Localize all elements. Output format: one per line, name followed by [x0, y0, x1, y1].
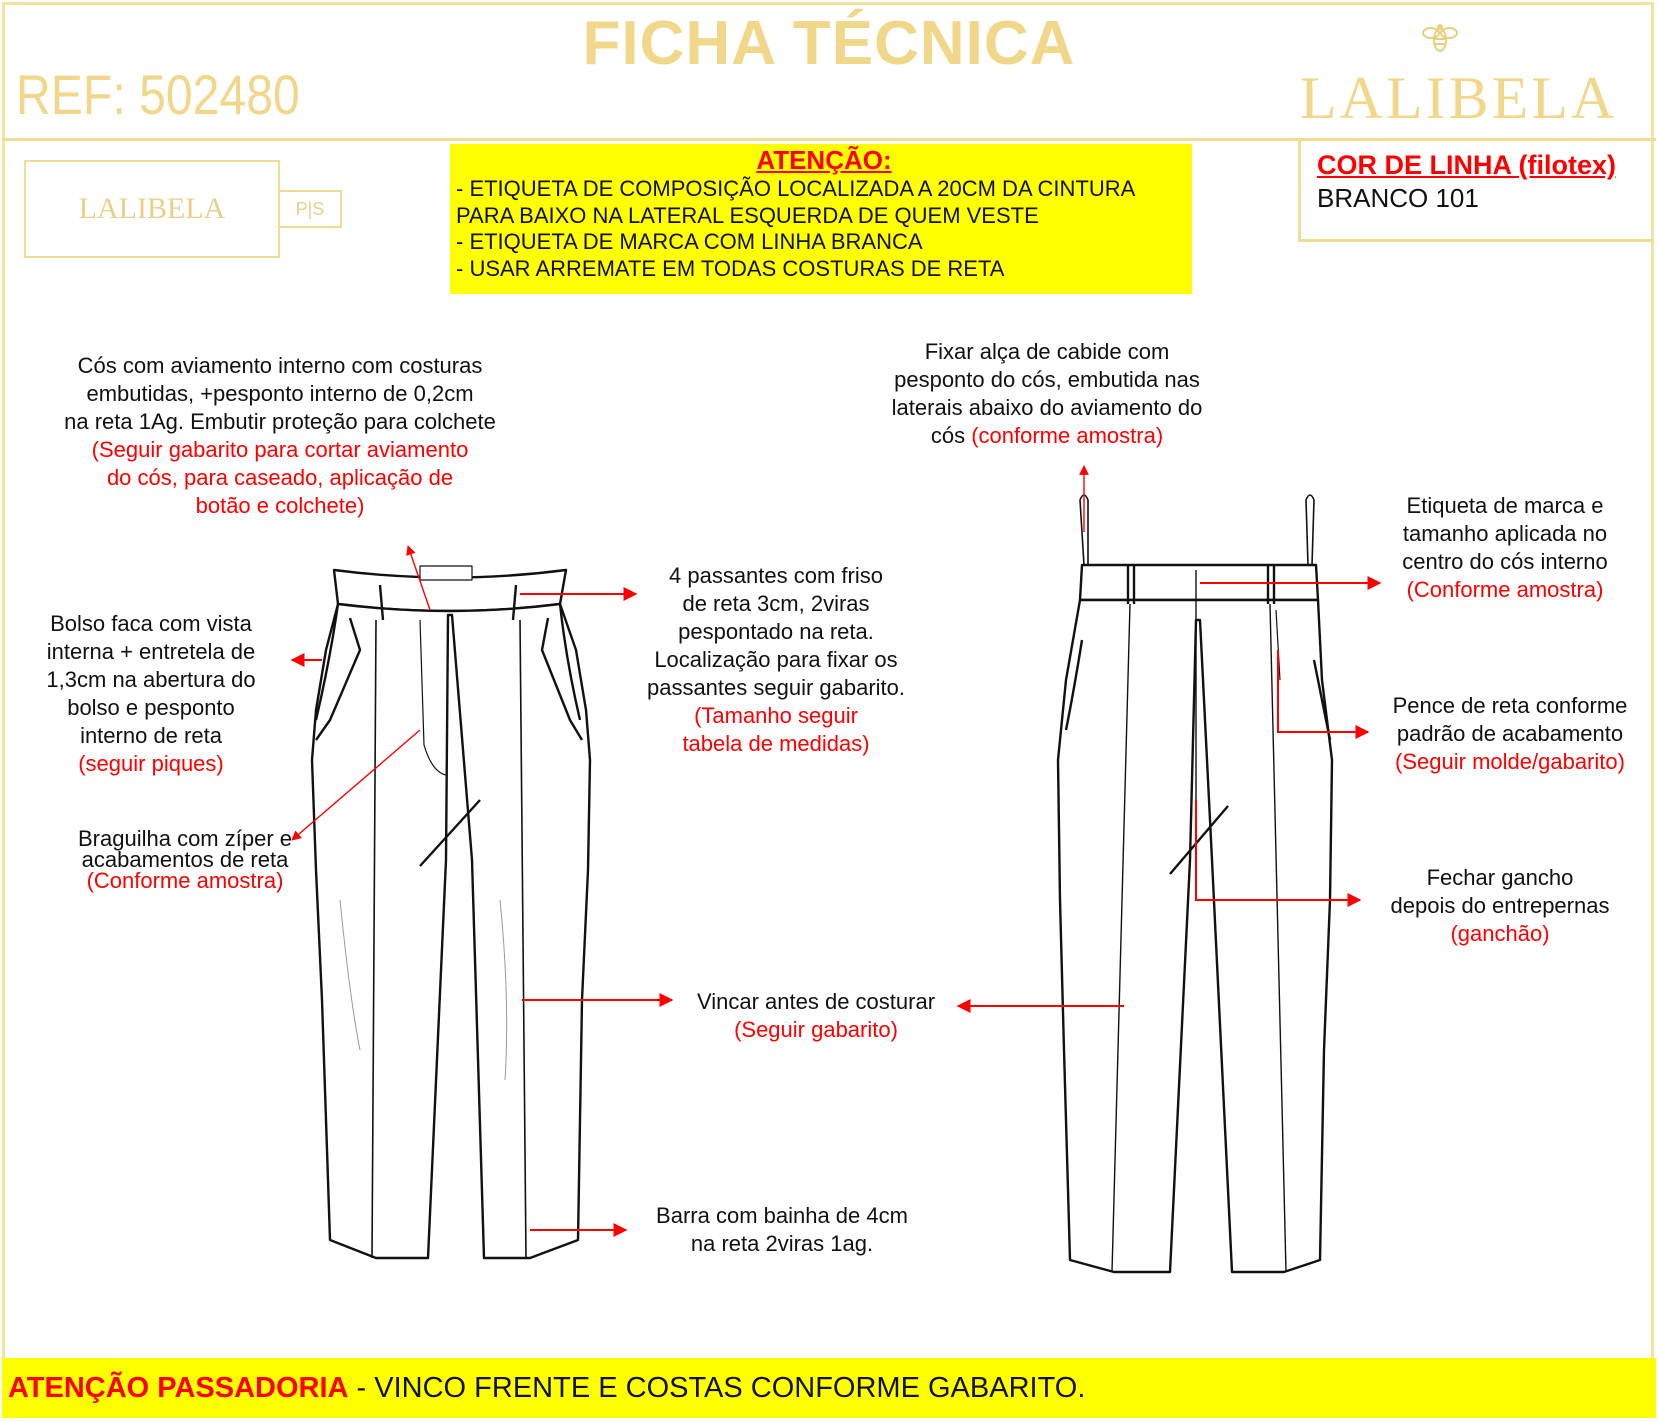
- note-line: padrão de acabamento: [1396, 721, 1624, 746]
- note-line: acabamentos de reta: [81, 847, 289, 872]
- note-belt-loops: [616, 562, 936, 758]
- note-line: laterais abaixo do aviamento do: [891, 395, 1203, 420]
- footer-highlight: ATENÇÃO PASSADORIA: [8, 1372, 349, 1404]
- note-line: Fixar alça de cabide com: [924, 339, 1170, 364]
- note-line-red: (Seguir gabarito para cortar aviamento: [91, 437, 469, 462]
- footer-note: [8, 1372, 1085, 1405]
- brand-logo: LALIBELA: [1300, 65, 1618, 131]
- note-line: Bolso faca com vista: [50, 611, 252, 636]
- note-waistband: [30, 352, 530, 520]
- note-line: Cós com aviamento interno com costuras: [77, 353, 483, 378]
- note-line-red: tabela de medidas): [682, 731, 870, 756]
- note-line: Pence de reta conforme: [1392, 693, 1628, 718]
- front-pants-drawing: [312, 566, 590, 1258]
- note-line-red: (Seguir molde/gabarito): [1395, 749, 1625, 774]
- attention-line: PARA BAIXO NA LATERAL ESQUERDA DE QUEM VESTE: [456, 202, 1039, 228]
- reference-code: REF: 502480: [16, 63, 300, 126]
- note-line: interno de reta: [80, 723, 222, 748]
- note-line: na reta 1Ag. Embutir proteção para colchete: [64, 409, 496, 434]
- note-line: embutidas, +pesponto interno de 0,2cm: [86, 381, 474, 406]
- note-line: Localização para fixar os: [654, 647, 898, 672]
- note-line: Braguilha com zíper e: [78, 826, 292, 851]
- attention-heading: ATENÇÃO:: [756, 145, 892, 175]
- note-line: Fechar gancho: [1426, 865, 1574, 890]
- attention-line: - USAR ARREMATE EM TODAS COSTURAS DE RETA: [456, 255, 1005, 281]
- attention-line: - ETIQUETA DE COMPOSIÇÃO LOCALIZADA A 20CM DA CINTURA: [456, 176, 1136, 201]
- thread-color-value: BRANCO 101: [1317, 183, 1479, 213]
- note-line: pespontado na reta.: [678, 619, 874, 644]
- note-line: [862, 422, 1232, 450]
- thread-color-heading: COR DE LINHA (filotex): [1317, 150, 1616, 180]
- attention-line: - ETIQUETA DE MARCA COM LINHA BRANCA: [456, 229, 923, 254]
- note-hanger-loop: [862, 338, 1232, 450]
- note-line: depois do entrepernas: [1390, 893, 1610, 918]
- note-line-red: (Conforme amostra): [86, 868, 284, 893]
- note-crease: [676, 988, 956, 1044]
- note-line-red: (seguir piques): [78, 751, 224, 776]
- note-line: centro do cós interno: [1402, 549, 1608, 574]
- note-line: tamanho aplicada no: [1402, 521, 1608, 546]
- note-pocket: [20, 610, 282, 778]
- note-dart: [1370, 692, 1650, 776]
- note-line-red: do cós, para caseado, aplicação de: [106, 465, 454, 490]
- note-line: na reta 2viras 1ag.: [690, 1231, 874, 1256]
- note-line: bolso e pesponto: [67, 695, 235, 720]
- note-line-red: (Conforme amostra): [1406, 577, 1604, 602]
- note-brand-label: [1380, 492, 1630, 604]
- note-crotch: [1370, 864, 1630, 948]
- note-text-red: (conforme amostra): [971, 423, 1164, 448]
- page-title: FICHA TÉCNICA: [582, 9, 1076, 78]
- note-line: Vincar antes de costurar: [696, 989, 936, 1014]
- note-line: Etiqueta de marca e: [1406, 493, 1604, 518]
- note-line-red: (ganchão): [1450, 921, 1550, 946]
- note-line: Barra com bainha de 4cm: [656, 1203, 908, 1228]
- size-tab: P|S: [280, 190, 342, 228]
- note-line: interna + entretela de: [46, 639, 256, 664]
- note-line: pesponto do cós, embutida nas: [894, 367, 1200, 392]
- note-line: de reta 3cm, 2viras: [682, 591, 870, 616]
- note-fly: [50, 828, 320, 891]
- note-text: cós: [930, 423, 972, 448]
- brand-label: LALIBELA: [24, 160, 280, 258]
- footer-text: - VINCO FRENTE E COSTAS CONFORME GABARITO.: [348, 1372, 1086, 1404]
- note-hem: [632, 1202, 932, 1258]
- note-line-red: (Seguir gabarito): [734, 1017, 898, 1042]
- note-line: 4 passantes com friso: [669, 563, 883, 588]
- note-line: passantes seguir gabarito.: [646, 675, 906, 700]
- note-line-red: botão e colchete): [195, 493, 365, 518]
- note-line: 1,3cm na abertura do: [46, 667, 256, 692]
- note-line-red: (Tamanho seguir: [694, 703, 858, 728]
